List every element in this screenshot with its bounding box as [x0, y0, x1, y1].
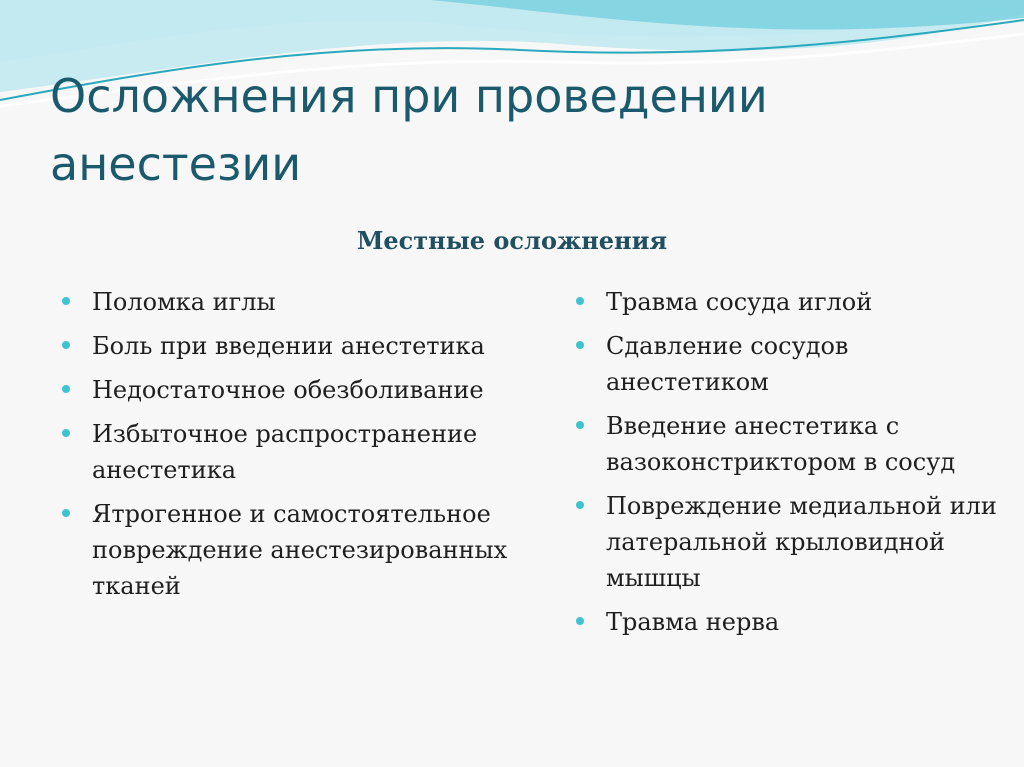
- list-item: [56, 416, 536, 488]
- bullet-icon: [576, 341, 584, 349]
- list-item-text: Ятрогенное и самостоятельное повреждение анестезированных тканей: [92, 500, 508, 600]
- right-bullet-list: [570, 284, 1000, 648]
- list-item-text: Боль при введении анестетика: [92, 332, 485, 360]
- bullet-icon: [62, 297, 70, 305]
- list-item: [570, 284, 1000, 320]
- list-item-text: Избыточное распространение анестетика: [92, 420, 478, 484]
- list-item: [56, 496, 536, 604]
- list-item-text: Повреждение медиальной или латеральной крыловидной мышцы: [606, 492, 997, 592]
- list-item: [570, 488, 1000, 596]
- bullet-icon: [576, 617, 584, 625]
- bullet-icon: [62, 429, 70, 437]
- bullet-icon: [576, 297, 584, 305]
- list-item-text: Травма сосуда иглой: [606, 288, 873, 316]
- slide-title: Осложнения при проведении анестезии: [50, 69, 768, 191]
- bullet-icon: [62, 509, 70, 517]
- bullet-icon: [576, 501, 584, 509]
- list-item-text: Недостаточное обезболивание: [92, 376, 484, 404]
- list-item: [570, 328, 1000, 400]
- list-item: [56, 328, 536, 364]
- list-item: [56, 372, 536, 408]
- bullet-icon: [62, 385, 70, 393]
- list-item: [570, 408, 1000, 480]
- list-item: [56, 284, 536, 320]
- left-bullet-list: [56, 284, 536, 612]
- list-item: [570, 604, 1000, 640]
- list-item-text: Травма нерва: [606, 608, 780, 636]
- list-item-text: Поломка иглы: [92, 288, 276, 316]
- list-item-text: Введение анестетика с вазоконстриктором в сосуд: [606, 412, 956, 476]
- bullet-icon: [62, 341, 70, 349]
- bullet-icon: [576, 421, 584, 429]
- slide-subtitle: Местные осложнения: [356, 226, 668, 255]
- list-item-text: Сдавление сосудов анестетиком: [606, 332, 849, 396]
